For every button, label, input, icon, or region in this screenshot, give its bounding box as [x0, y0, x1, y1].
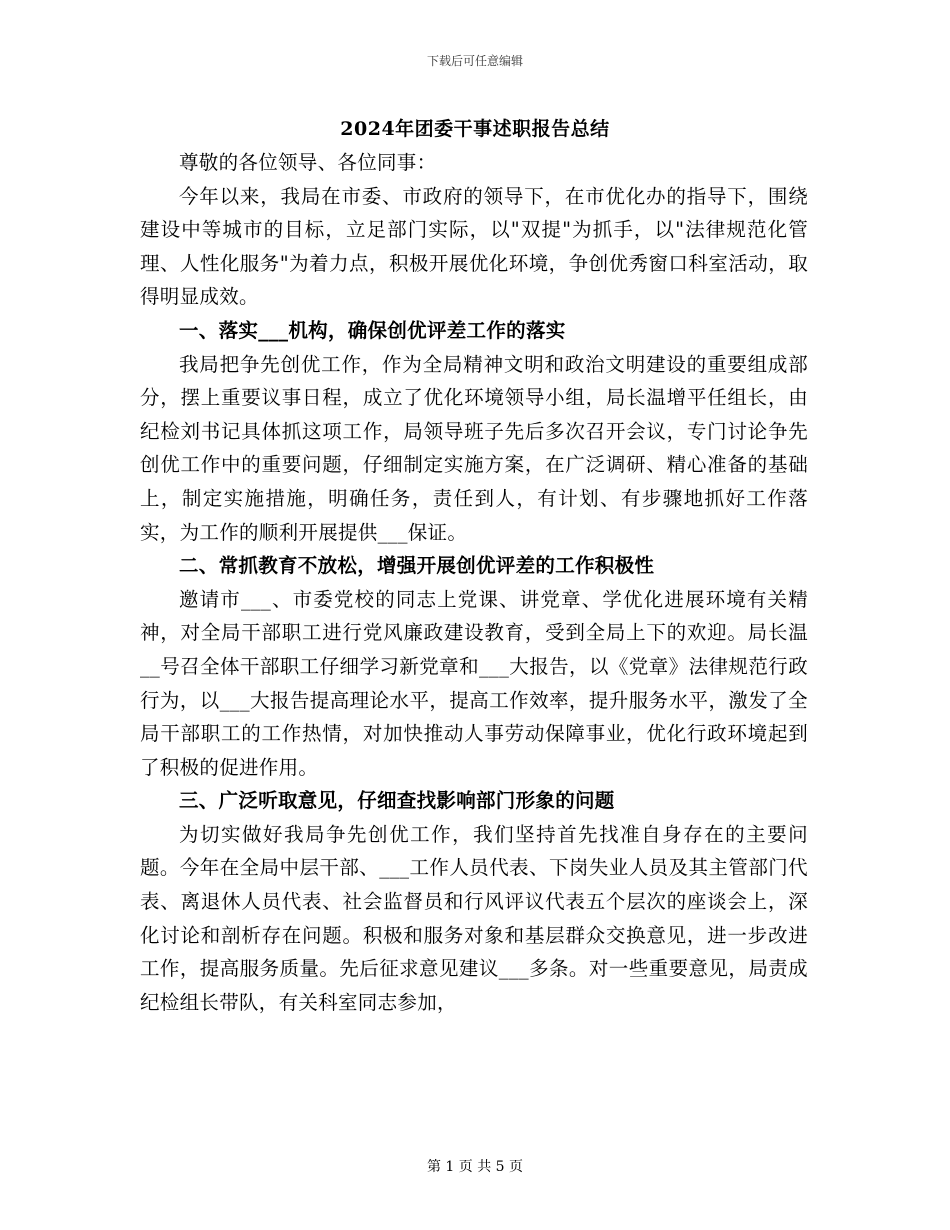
paragraph-intro: 今年以来，我局在市委、市政府的领导下，在市优化办的指导下，围绕建设中等城市的目标，立足部门实际，以"双提"为抓手，以"法律规范化管理、人性化服务"为着力点，积极开展优化环境，争创优秀窗口科室活动，取得明显成效。 [140, 184, 808, 309]
section-heading-2: 二、常抓教育不放松，增强开展创优评差的工作积极性 [179, 554, 655, 578]
paragraph-section-3: 为切实做好我局争先创优工作，我们坚持首先找准自身存在的主要问题。今年在全局中层干部、___工作人员代表、下岗失业人员及其主管部门代表、离退休人员代表、社会监督员和行风评议代表五个层次的座谈会上，深化讨论和剖析存在问题。积极和服务对象和基层群众交换意见，进一步改进工作，提高服务质量。先后征求意见建议___多条。对一些重要意见，局责成纪检组长带队，有关科室同志参加， [140, 822, 808, 1014]
paragraph-salutation: 尊敬的各位领导、各位同事： [179, 151, 437, 174]
header-note: 下载后可任意编辑 [426, 54, 523, 68]
section-heading-1: 一、落实___机构，确保创优评差工作的落实 [179, 318, 566, 342]
paragraph-section-1: 我局把争先创优工作，作为全局精神文明和政治文明建设的重要组成部分，摆上重要议事日程，成立了优化环境领导小组，局长温增平任组长，由纪检刘书记具体抓这项工作，局领导班子先后多次召开会议，专门讨论争先创优工作中的重要问题，仔细制定实施方案，在广泛调研、精心准备的基础上，制定实施措施，明确任务，责任到人，有计划、有步骤地抓好工作落实，为工作的顺利开展提供___保证。 [140, 352, 808, 544]
document-title: 2024年团委干事述职报告总结 [340, 118, 610, 140]
document-body [140, 146, 808, 1019]
section-heading-3: 三、广泛听取意见，仔细查找影响部门形象的问题 [179, 789, 615, 813]
paragraph-section-2: 邀请市___、市委党校的同志上党课、讲党章、学优化进展环境有关精神，对全局干部职工进行党风廉政建设教育，受到全局上下的欢迎。局长温__号召全体干部职工仔细学习新党章和___大报告，以《党章》法律规范行政行为，以___大报告提高理论水平，提高工作效率，提升服务水平，激发了全局干部职工的工作热情，对加快推动人事劳动保障事业，优化行政环境起到了积极的促进作用。 [140, 587, 808, 779]
page-number: 第 1 页 共 5 页 [426, 1159, 524, 1175]
